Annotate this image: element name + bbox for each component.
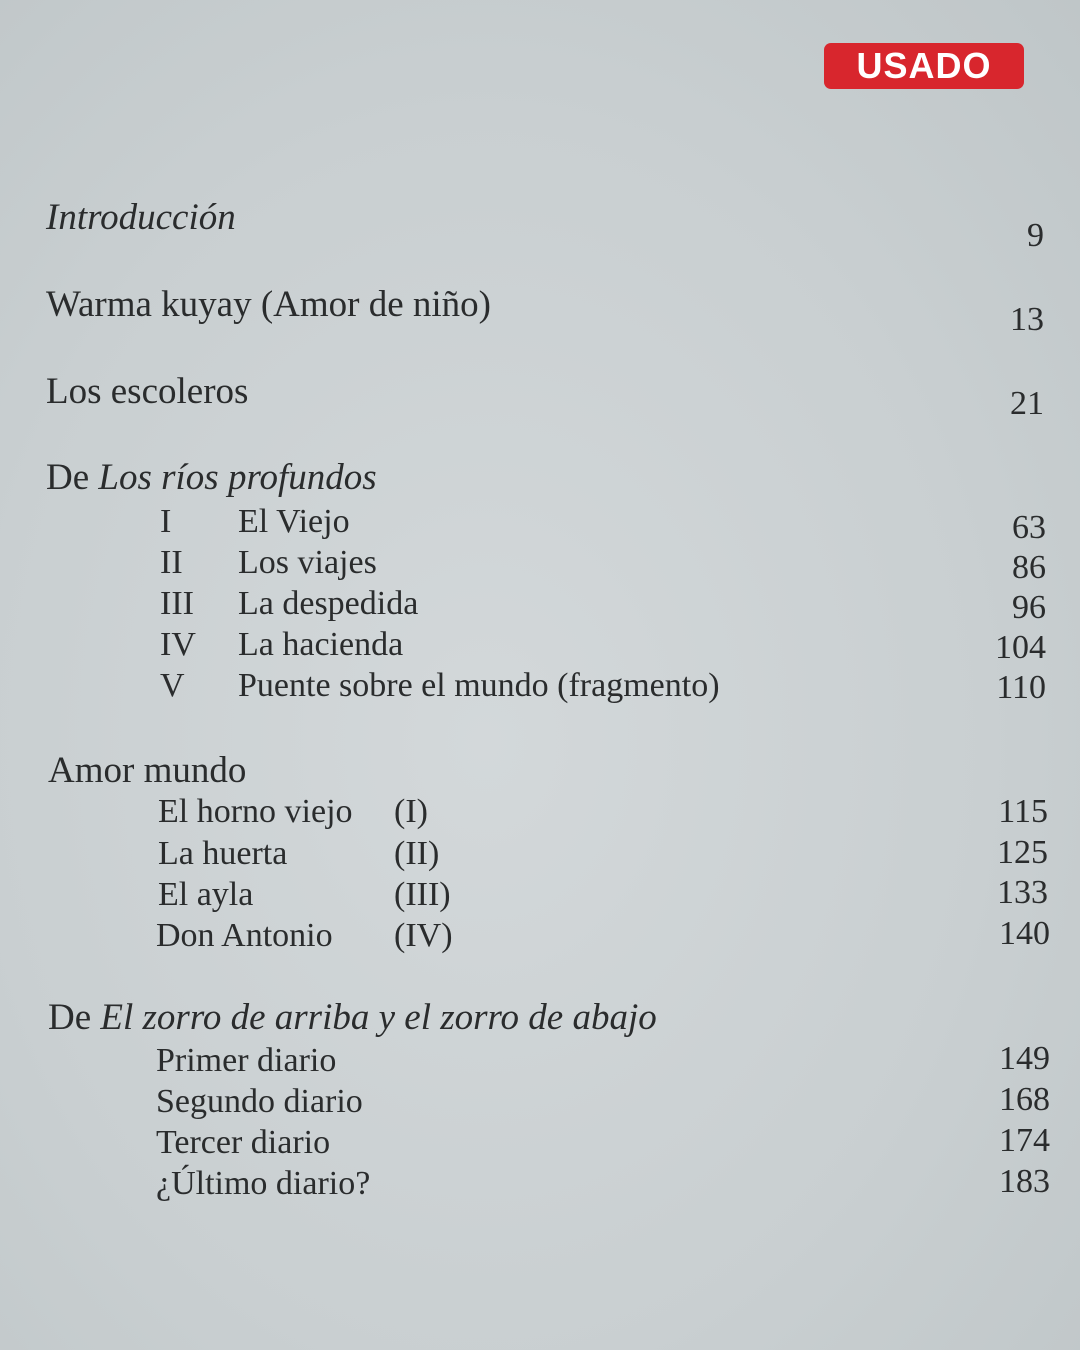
amor-item-2-page: 125	[997, 834, 1048, 871]
rios-item-1-label: El Viejo	[238, 503, 350, 540]
amor-item-3-page: 133	[997, 874, 1048, 911]
rios-item-3-page: 96	[1012, 589, 1046, 626]
rios-item-2-label: Los viajes	[238, 544, 377, 581]
toc-rios-prefix: De	[46, 457, 90, 498]
amor-item-1-roman: (I)	[394, 793, 428, 830]
toc-zorro-heading	[48, 998, 657, 1038]
rios-item-4-label: La hacienda	[238, 626, 404, 663]
zorro-item-1-page: 149	[999, 1040, 1050, 1077]
rios-item-1-roman: I	[160, 503, 172, 540]
zorro-item-4-page: 183	[999, 1163, 1050, 1200]
zorro-item-2-page: 168	[999, 1081, 1050, 1118]
toc-intro-title: Introducción	[46, 197, 236, 238]
rios-item-4-roman: IV	[160, 626, 196, 663]
amor-item-4-roman: (IV)	[394, 917, 453, 954]
toc-amor-title: Amor mundo	[48, 750, 247, 791]
amor-item-4-page: 140	[999, 915, 1050, 952]
rios-item-1-page: 63	[1012, 509, 1046, 546]
toc-rios-heading	[46, 458, 377, 498]
rios-item-2-roman: II	[160, 544, 183, 581]
zorro-item-3-label: Tercer diario	[156, 1124, 331, 1161]
amor-item-2-roman: (II)	[394, 835, 440, 872]
toc-rios-title: Los ríos profundos	[98, 457, 377, 498]
toc-zorro-title: El zorro de arriba y el zorro de abajo	[100, 997, 657, 1038]
toc-escoleros-title: Los escoleros	[46, 371, 249, 412]
rios-item-3-label: La despedida	[238, 585, 419, 622]
amor-item-3-label: El ayla	[158, 876, 254, 913]
toc-warma-page: 13	[1010, 301, 1044, 338]
rios-item-2-page: 86	[1012, 549, 1046, 586]
amor-item-1-label: El horno viejo	[158, 793, 353, 830]
rios-item-5-label: Puente sobre el mundo (fragmento)	[238, 667, 720, 704]
used-badge	[824, 43, 1024, 89]
zorro-item-4-label: ¿Último diario?	[156, 1165, 371, 1202]
zorro-item-3-page: 174	[999, 1122, 1050, 1159]
zorro-item-2-label: Segundo diario	[156, 1083, 363, 1120]
zorro-item-1-label: Primer diario	[156, 1042, 337, 1079]
amor-item-4-label: Don Antonio	[156, 917, 333, 954]
rios-item-4-page: 104	[995, 629, 1046, 666]
amor-item-3-roman: (III)	[394, 876, 451, 913]
amor-item-1-page: 115	[998, 793, 1048, 830]
toc-escoleros-page: 21	[1010, 385, 1044, 422]
amor-item-2-label: La huerta	[158, 835, 288, 872]
toc-zorro-prefix: De	[48, 997, 92, 1038]
toc-intro-page: 9	[1027, 217, 1044, 254]
used-badge-label: USADO	[856, 45, 992, 86]
toc-warma-title: Warma kuyay (Amor de niño)	[46, 284, 491, 325]
rios-item-5-roman: V	[160, 667, 185, 704]
rios-item-5-page: 110	[996, 669, 1046, 706]
rios-item-3-roman: III	[160, 585, 194, 622]
